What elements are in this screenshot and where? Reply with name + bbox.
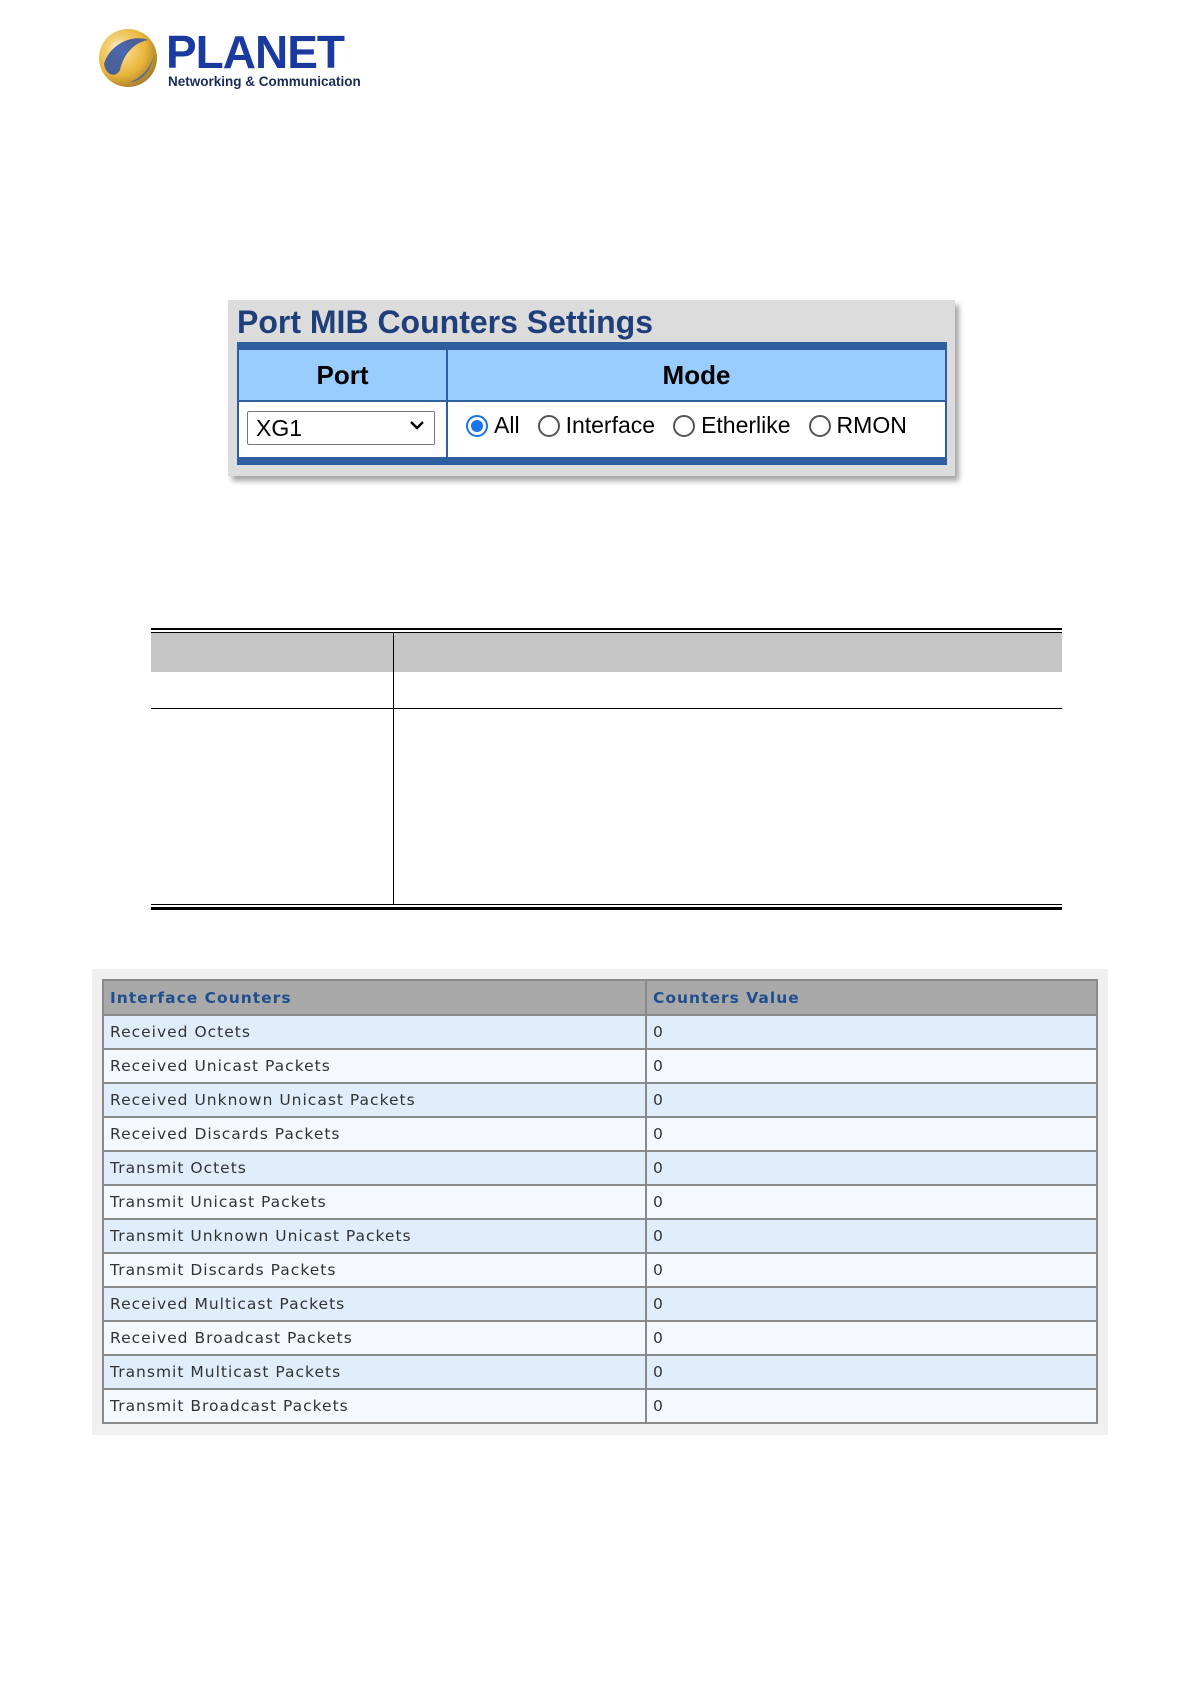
counter-name: Transmit Unknown Unicast Packets (103, 1219, 646, 1253)
mode-radio-interface[interactable] (538, 412, 656, 439)
table-row (103, 1321, 1097, 1355)
settings-title: Port MIB Counters Settings (237, 304, 654, 340)
counter-value: 0 (646, 1355, 1097, 1389)
mode-radio-label: RMON (836, 412, 907, 438)
table-row (103, 1253, 1097, 1287)
radio-unselected-icon[interactable] (673, 415, 695, 437)
counter-value: 0 (646, 1117, 1097, 1151)
counter-name: Received Unicast Packets (103, 1049, 646, 1083)
table-row (103, 1219, 1097, 1253)
table-rule (151, 628, 1062, 630)
counter-name: Received Octets (103, 1015, 646, 1049)
counter-value: 0 (646, 1185, 1097, 1219)
counter-value: 0 (646, 1321, 1097, 1355)
counter-name: Received Unknown Unicast Packets (103, 1083, 646, 1117)
row-divider (151, 708, 1062, 709)
table-rule (151, 907, 1062, 910)
mode-radio-group (466, 412, 907, 439)
brand-tagline: Networking & Communication (168, 74, 361, 89)
counter-name: Received Multicast Packets (103, 1287, 646, 1321)
counter-name: Transmit Discards Packets (103, 1253, 646, 1287)
table-rule (151, 904, 1062, 905)
brand-name: PLANET (166, 26, 344, 78)
port-select[interactable] (247, 411, 435, 445)
port-mib-settings-panel (228, 300, 955, 476)
counter-name: Received Broadcast Packets (103, 1321, 646, 1355)
counter-name: Received Discards Packets (103, 1117, 646, 1151)
description-table (151, 628, 1062, 911)
port-column-header: Port (237, 350, 448, 402)
interface-counters-panel (92, 969, 1108, 1435)
table-row (103, 1287, 1097, 1321)
table-row (103, 1355, 1097, 1389)
table-row (103, 1083, 1097, 1117)
counter-value: 0 (646, 1219, 1097, 1253)
mode-cell (448, 402, 947, 457)
table-row (103, 1185, 1097, 1219)
counter-name: Transmit Multicast Packets (103, 1355, 646, 1389)
settings-table (237, 342, 947, 465)
counter-value: 0 (646, 1253, 1097, 1287)
mode-column-header: Mode (448, 350, 947, 402)
table-row (103, 1049, 1097, 1083)
table-row (103, 1389, 1097, 1423)
mode-radio-rmon[interactable] (809, 412, 907, 439)
column-header-value: Counters Value (646, 980, 1097, 1015)
chevron-down-icon (408, 416, 426, 434)
mode-radio-all[interactable] (466, 412, 520, 439)
radio-selected-icon[interactable] (466, 415, 488, 437)
planet-logo (96, 24, 361, 94)
mode-radio-label: All (494, 412, 520, 438)
table-row (103, 1117, 1097, 1151)
counter-value: 0 (646, 1015, 1097, 1049)
counter-value: 0 (646, 1083, 1097, 1117)
column-header-counters: Interface Counters (103, 980, 646, 1015)
counter-value: 0 (646, 1049, 1097, 1083)
radio-unselected-icon[interactable] (538, 415, 560, 437)
description-table-header (151, 633, 1062, 672)
mode-radio-label: Etherlike (701, 412, 791, 438)
counter-name: Transmit Broadcast Packets (103, 1389, 646, 1423)
counter-value: 0 (646, 1389, 1097, 1423)
port-select-value: XG1 (256, 415, 303, 441)
table-row (103, 1151, 1097, 1185)
mode-radio-label: Interface (565, 412, 656, 438)
counter-name: Transmit Unicast Packets (103, 1185, 646, 1219)
counter-value: 0 (646, 1287, 1097, 1321)
mode-radio-etherlike[interactable] (673, 412, 790, 439)
interface-counters-table (102, 979, 1098, 1424)
radio-unselected-icon[interactable] (809, 415, 831, 437)
counter-value: 0 (646, 1151, 1097, 1185)
counter-name: Transmit Octets (103, 1151, 646, 1185)
globe-icon (96, 26, 160, 90)
column-divider (393, 633, 394, 905)
table-header-row (103, 980, 1097, 1015)
table-row (103, 1015, 1097, 1049)
port-cell (237, 402, 448, 457)
